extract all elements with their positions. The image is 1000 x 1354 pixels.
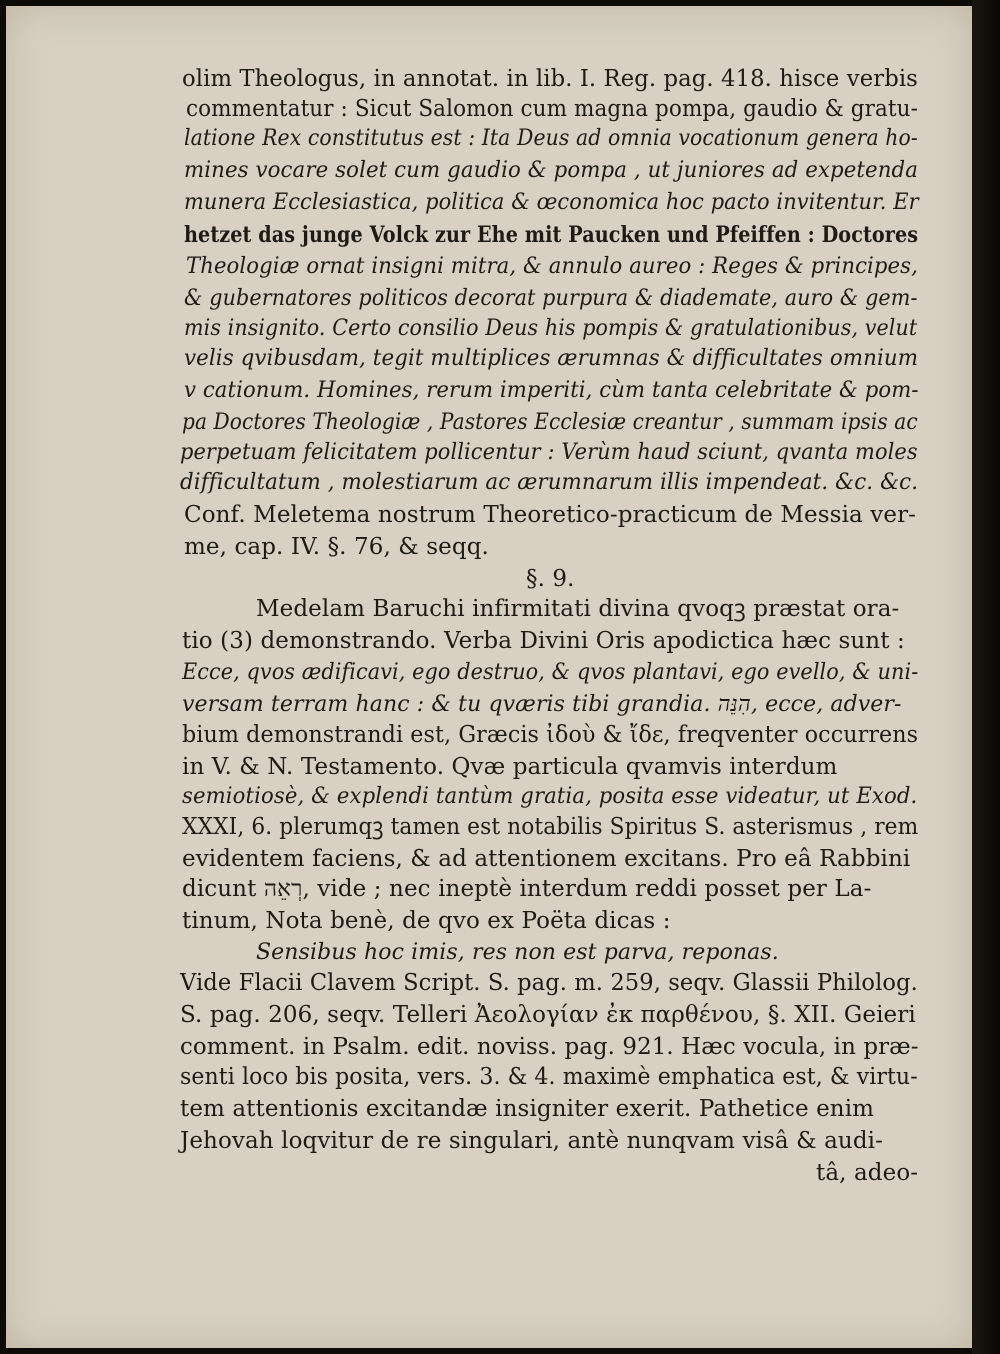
text-line: commentatur : Sicut Salomon cum magna pompa, gaudio & gratu- — [186, 96, 918, 122]
text-line: tio (3) demonstrando. Verba Divini Oris apodictica hæc sunt : — [182, 628, 905, 654]
text-line: Vide Flacii Clavem Script. S. pag. m. 259, seqv. Glassii Philolog. — [180, 970, 918, 996]
text-line: difficultatum , molestiarum ac ærumnarum illis impendeat. &c. &c. — [180, 470, 919, 495]
text-line: pa Doctores Theologiæ , Pastores Ecclesiæ creantur , summam ipsis ac — [182, 410, 918, 435]
text-line: velis qvibusdam, tegit multiplices ærumnas & difficultates omnium — [184, 346, 919, 371]
text-line: perpetuam felicitatem pollicentur : Verùm haud sciunt, qvanta moles — [180, 440, 918, 465]
text-line: semiotiosè, & explendi tantùm gratia, posita esse videatur, ut Exod. — [182, 784, 918, 809]
text-line: Medelam Baruchi infirmitati divina qvoqꝫ præstat ora- — [256, 596, 900, 622]
text-line: Conf. Meletema nostrum Theoretico-practicum de Messia ver- — [184, 502, 917, 528]
text-line: evidentem faciens, & ad attentionem excitans. Pro eâ Rabbini — [182, 846, 911, 872]
verse-line: Sensibus hoc imis, res non est parva, reponas. — [256, 940, 779, 965]
text-line: mis insignito. Certo consilio Deus his pompis & gratulationibus, velut — [184, 316, 918, 341]
text-line: & gubernatores politicos decorat purpura & diademate, auro & gem- — [184, 286, 918, 311]
text-line: me, cap. IV. §. 76, & seqq. — [184, 534, 489, 560]
catchword-line: tâ, adeo- — [816, 1160, 919, 1186]
text-line: tinum, Nota benè, de qvo ex Poëta dicas : — [182, 908, 671, 934]
text-line: Ecce, qvos ædificavi, ego destruo, & qvos plantavi, ego evello, & uni- — [182, 660, 919, 685]
text-line: Jehovah loqvitur de re singulari, antè nunqvam visâ & audi- — [180, 1128, 883, 1154]
page-edge — [972, 0, 1000, 1354]
text-line: v cationum. Homines, rerum imperiti, cùm tanta celebritate & pom- — [184, 378, 919, 403]
text-line: hetzet das junge Volck zur Ehe mit Paucken und Pfeiffen : Doctores — [184, 222, 919, 248]
text-line: munera Ecclesiastica, politica & œconomica hoc pacto invitentur. Er — [184, 190, 919, 215]
text-line: bium demonstrandi est, Græcis ἰδοὺ & ἴδε, freqventer occurrens — [182, 722, 919, 748]
text-line: S. pag. 206, seqv. Telleri Ἀεολογίαν ἐκ παρθένου, §. XII. Geieri — [180, 1002, 916, 1028]
text-line: versam terram hanc : & tu qværis tibi grandia. הִנֵּה, ecce, adver- — [182, 692, 902, 717]
text-line: senti loco bis posita, vers. 3. & 4. maximè emphatica est, & virtu- — [180, 1064, 918, 1090]
text-line: mines vocare solet cum gaudio & pompa , ut juniores ad expetenda — [184, 158, 919, 183]
text-line: olim Theologus, in annotat. in lib. I. Reg. pag. 418. hisce verbis — [182, 66, 918, 92]
section-heading: §. 9. — [526, 566, 575, 592]
text-line: Theologiæ ornat insigni mitra, & annulo aureo : Reges & principes, — [186, 254, 918, 279]
text-line: XXXI, 6. plerumqꝫ tamen est notabilis Spiritus S. asterismus , rem — [182, 814, 919, 840]
text-line: dicunt רְאֵה, vide ; nec ineptè interdum reddi posset per La- — [182, 876, 872, 902]
text-line: comment. in Psalm. edit. noviss. pag. 921. Hæc vocula, in præ- — [180, 1034, 919, 1060]
text-line: in V. & N. Testamento. Qvæ particula qvamvis interdum — [182, 754, 838, 780]
text-line: latione Rex constitutus est : Ita Deus ad omnia vocationum genera ho- — [184, 126, 918, 151]
text-line: tem attentionis excitandæ insigniter exerit. Pathetice enim — [180, 1096, 875, 1122]
